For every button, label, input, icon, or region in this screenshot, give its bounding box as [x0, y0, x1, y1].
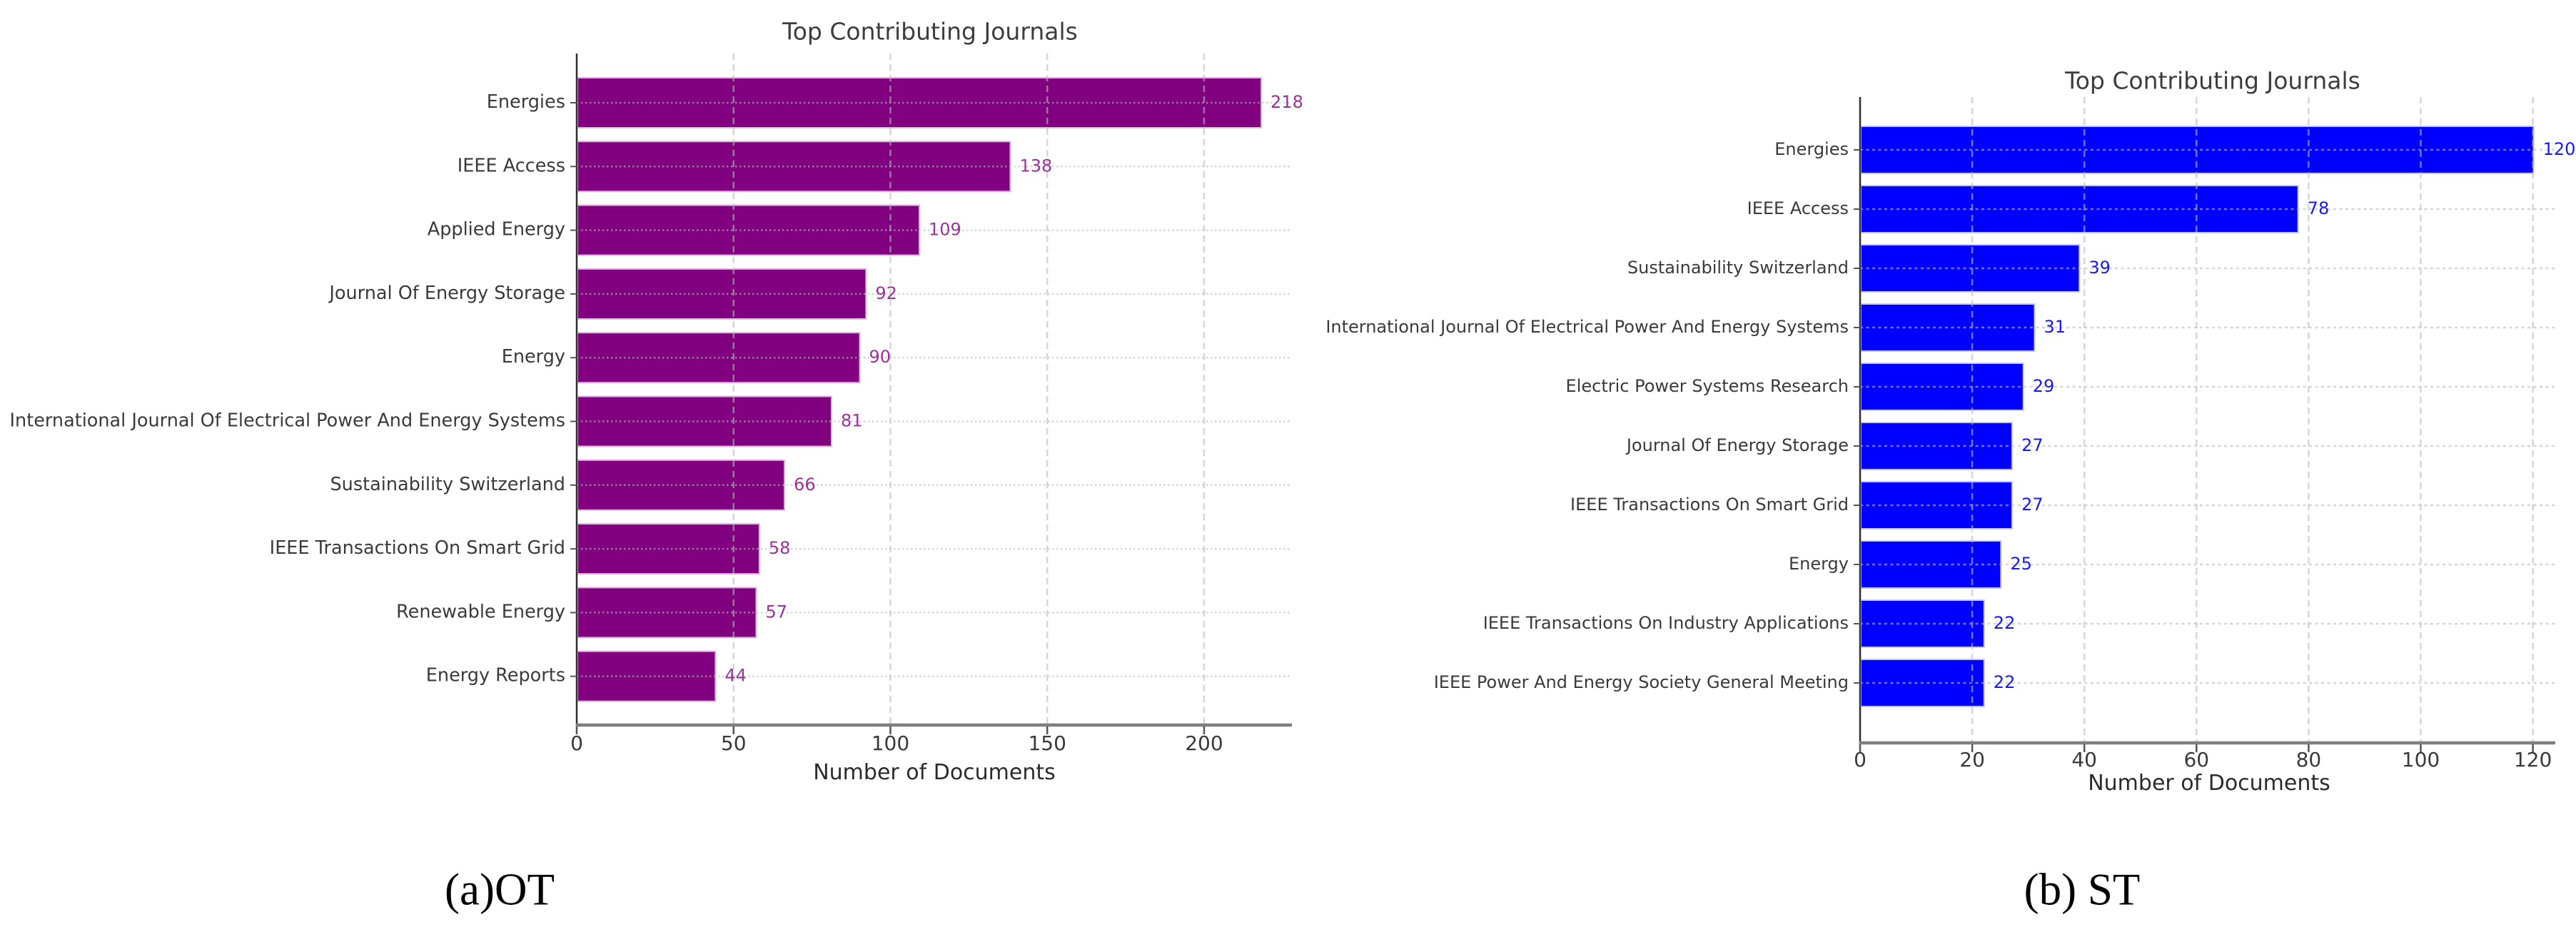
chart-ot	[10, 54, 1303, 755]
chart-title: Top Contributing Journals	[2065, 66, 2360, 95]
x-tick-label: 60	[2183, 747, 2210, 771]
category-label: Energy	[1788, 554, 1849, 574]
bar-value-label: 57	[765, 602, 788, 622]
category-label: Journal Of Energy Storage	[1626, 435, 1849, 455]
category-label: IEEE Transactions On Smart Grid	[269, 537, 565, 559]
category-label: Energy	[501, 346, 565, 368]
x-axis-label: Number of Documents	[2088, 771, 2330, 796]
x-tick-label: 80	[2295, 747, 2322, 771]
bar-value-label: 109	[929, 219, 961, 240]
x-tick-label: 150	[1028, 731, 1066, 755]
x-tick-label: 100	[2401, 747, 2440, 771]
bar-value-label: 92	[875, 283, 897, 303]
bar-value-label: 66	[794, 474, 816, 495]
category-label: IEEE Power And Energy Society General Meeting	[1433, 672, 1849, 692]
category-label: Sustainability Switzerland	[1627, 258, 1849, 278]
chart-st	[1325, 97, 2575, 771]
category-label: Energies	[1774, 139, 1849, 159]
category-label: International Journal Of Electrical Power And Energy Systems	[9, 410, 565, 432]
bar-value-label: 25	[2010, 554, 2032, 574]
x-axis-label: Number of Documents	[813, 760, 1056, 785]
x-tick-label: 100	[871, 731, 910, 755]
category-label: Applied Energy	[427, 218, 565, 240]
bar-value-label: 81	[840, 410, 863, 431]
x-tick-label: 50	[720, 731, 747, 755]
figure-caption: (a)OT	[445, 864, 555, 915]
category-label: IEEE Access	[1747, 198, 1849, 218]
bar-value-label: 90	[869, 347, 892, 368]
x-tick-label: 200	[1185, 731, 1223, 755]
bar-value-label: 29	[2032, 376, 2055, 396]
bar	[1861, 541, 2001, 588]
category-label: IEEE Access	[457, 155, 565, 177]
bar-value-label: 27	[2021, 435, 2044, 455]
category-label: Journal Of Energy Storage	[329, 282, 565, 304]
bar-value-label: 120	[2542, 139, 2576, 159]
bar-value-label: 22	[1993, 672, 2016, 692]
chart-title: Top Contributing Journals	[782, 17, 1078, 46]
x-tick-label: 120	[2513, 747, 2552, 771]
bar-value-label: 22	[1993, 613, 2016, 633]
category-label: Energies	[486, 91, 565, 113]
category-label: Sustainability Switzerland	[330, 473, 565, 495]
bar-value-label: 78	[2307, 198, 2330, 218]
bar-value-label: 31	[2044, 317, 2066, 337]
category-label: Electric Power Systems Research	[1565, 376, 1849, 396]
category-label: International Journal Of Electrical Power And Energy Systems	[1325, 317, 1849, 337]
bar-value-label: 39	[2088, 258, 2111, 278]
bar-value-label: 138	[1019, 156, 1053, 176]
category-label: IEEE Transactions On Industry Applications	[1483, 613, 1849, 633]
bar-value-label: 218	[1271, 92, 1303, 112]
figure-caption: (b) ST	[2024, 864, 2141, 915]
x-tick-label: 40	[2071, 747, 2098, 771]
category-label: Energy Reports	[425, 664, 565, 687]
x-tick-label: 0	[570, 731, 583, 755]
x-tick-label: 0	[1854, 747, 1867, 771]
bar-value-label: 44	[724, 665, 747, 686]
bar-value-label: 58	[768, 538, 791, 559]
x-tick-label: 20	[1959, 747, 1985, 771]
bar-value-label: 27	[2021, 495, 2044, 515]
category-label: IEEE Transactions On Smart Grid	[1570, 495, 1849, 515]
category-label: Renewable Energy	[396, 601, 565, 623]
